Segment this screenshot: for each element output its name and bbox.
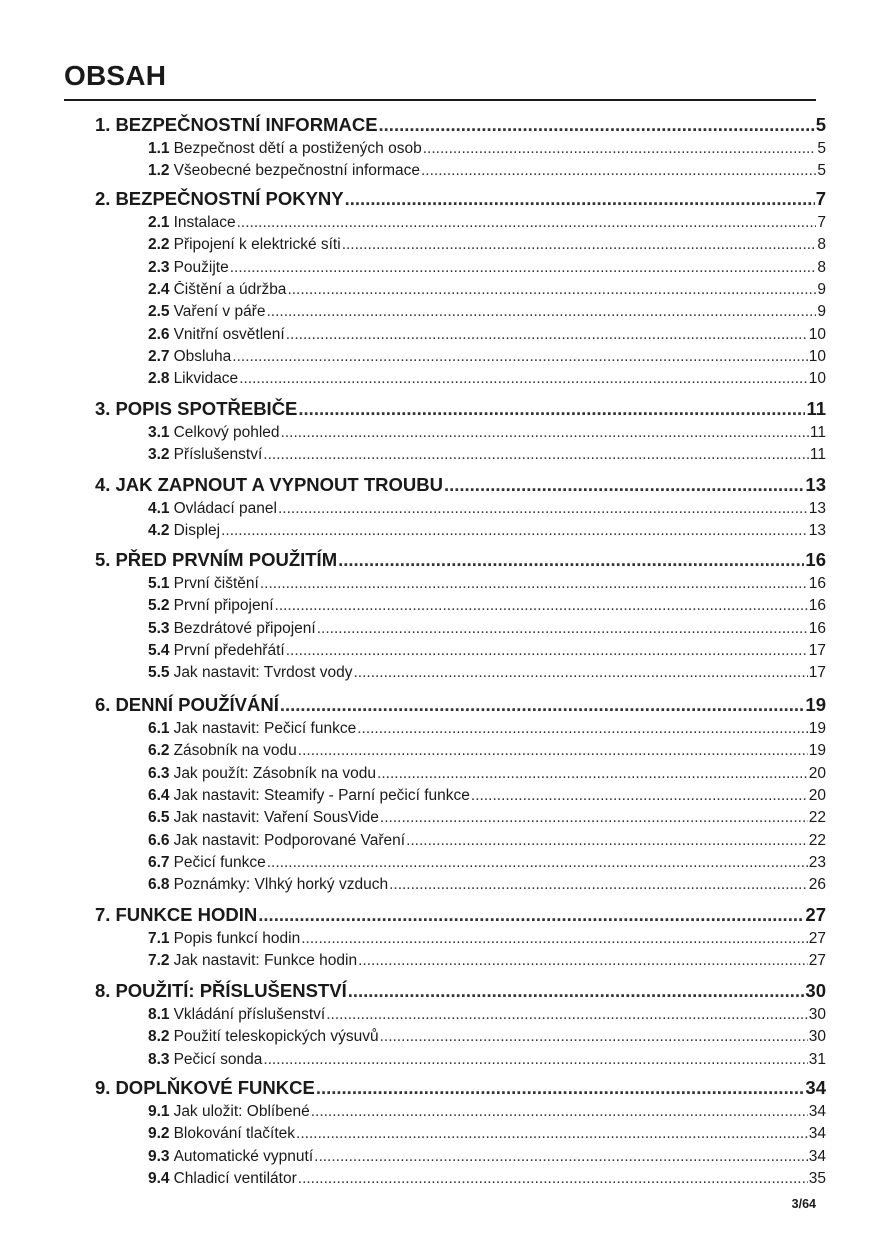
toc-item-number: 6.8 (148, 876, 170, 894)
toc-item-number: 5.3 (148, 619, 170, 637)
toc-item-2-7[interactable] (148, 348, 826, 368)
toc-item-3-1[interactable] (148, 424, 826, 444)
toc-item-page: 27 (808, 930, 826, 947)
toc-item-page: 22 (808, 809, 826, 827)
toc-leader-dots (280, 694, 805, 716)
toc-leader-dots (278, 500, 808, 518)
toc-section-number: 1. (95, 114, 111, 135)
toc-leader-dots (232, 348, 807, 366)
toc-item-page: 16 (808, 597, 826, 615)
toc-item-page: 22 (808, 831, 826, 849)
toc-item-page: 19 (808, 720, 826, 737)
toc-item-1-1[interactable] (148, 140, 826, 160)
toc-item-number: 7.2 (148, 952, 170, 970)
toc-item-number: 6.1 (148, 720, 170, 737)
toc-item-6-4[interactable] (148, 787, 826, 807)
toc-item-number: 6.6 (148, 831, 170, 849)
toc-leader-dots (377, 765, 808, 783)
toc-item-6-3[interactable] (148, 765, 826, 785)
toc-section-title: DENNÍ POUŽÍVÁNÍ (115, 694, 279, 715)
toc-item-5-2[interactable] (148, 597, 826, 617)
toc-item-2-6[interactable] (148, 326, 826, 346)
toc-item-number: 2.6 (148, 325, 170, 343)
toc-item-title: Pečicí funkce (173, 853, 266, 871)
toc-item-page: 5 (817, 140, 826, 157)
toc-item-3-2[interactable] (148, 446, 826, 466)
toc-item-title: Jak nastavit: Tvrdost vody (173, 664, 353, 682)
toc-section-3[interactable] (95, 398, 826, 422)
toc-item-title: Ovládací panel (173, 500, 277, 517)
toc-item-page: 10 (808, 325, 826, 343)
toc-item-number: 6.7 (148, 853, 170, 871)
toc-item-1-2[interactable] (148, 162, 826, 182)
toc-item-8-3[interactable] (148, 1051, 826, 1071)
toc-leader-dots (267, 854, 808, 872)
toc-item-number: 6.2 (148, 742, 170, 760)
toc-item-page: 31 (808, 1050, 826, 1068)
toc-item-7-1[interactable] (148, 930, 826, 950)
toc-leader-dots (275, 597, 808, 615)
toc-section-page: 19 (805, 694, 826, 715)
toc-leader-dots (326, 1006, 808, 1024)
toc-item-number: 2.7 (148, 347, 170, 365)
toc-item-page: 19 (808, 742, 826, 760)
toc-section-page: 11 (806, 398, 826, 419)
toc-item-page: 34 (808, 1147, 826, 1165)
toc-leader-dots (263, 1051, 807, 1069)
toc-item-title: První čištění (173, 575, 259, 592)
toc-leader-dots (286, 642, 808, 660)
toc-section-4[interactable] (95, 474, 826, 498)
toc-item-page: 11 (809, 446, 826, 464)
toc-leader-dots (380, 809, 808, 827)
toc-section-8[interactable] (95, 980, 826, 1004)
toc-section-number: 3. (95, 398, 111, 419)
toc-item-page: 13 (808, 522, 826, 540)
toc-section-6[interactable] (95, 694, 826, 718)
toc-item-title: Bezpečnost dětí a postižených osob (173, 140, 422, 157)
toc-item-page: 17 (808, 641, 826, 659)
toc-item-number: 7.1 (148, 930, 170, 947)
toc-leader-dots (301, 930, 808, 948)
toc-item-page: 20 (808, 786, 826, 804)
toc-item-page: 34 (808, 1103, 826, 1120)
toc-leader-dots (345, 188, 815, 210)
toc-section-page: 27 (805, 904, 826, 925)
toc-item-2-4[interactable] (148, 281, 826, 301)
toc-leader-dots (406, 832, 808, 850)
toc-item-page: 34 (808, 1125, 826, 1143)
toc-item-5-1[interactable] (148, 575, 826, 595)
toc-leader-dots (266, 303, 816, 321)
toc-item-number: 2.3 (148, 258, 170, 276)
toc-section-number: 4. (95, 474, 111, 495)
toc-item-title: Jak nastavit: Funkce hodin (173, 952, 358, 970)
toc-leader-dots (338, 549, 804, 571)
toc-item-8-2[interactable] (148, 1028, 826, 1048)
toc-section-title: DOPLŇKOVÉ FUNKCE (115, 1077, 315, 1098)
toc-item-page: 16 (808, 575, 826, 592)
toc-item-number: 9.2 (148, 1125, 170, 1143)
toc-leader-dots (358, 952, 808, 970)
toc-item-page: 8 (817, 236, 826, 254)
toc-leader-dots (357, 720, 808, 738)
toc-item-2-5[interactable] (148, 303, 826, 323)
toc-leader-dots (298, 742, 808, 760)
toc-leader-dots (444, 474, 804, 496)
toc-item-title: Jak nastavit: Vaření SousVide (173, 809, 379, 827)
toc-item-title: Všeobecné bezpečnostní informace (173, 162, 420, 180)
toc-item-number: 5.4 (148, 641, 170, 659)
toc-item-title: Automatické vypnutí (173, 1147, 314, 1165)
toc-leader-dots (298, 398, 805, 420)
toc-item-title: Celkový pohled (173, 424, 280, 441)
toc-leader-dots (317, 620, 808, 638)
toc-item-6-5[interactable] (148, 809, 826, 829)
toc-item-9-2[interactable] (148, 1125, 826, 1145)
toc-item-number: 5.5 (148, 664, 170, 682)
toc-item-title: Obsluha (173, 347, 232, 365)
toc-item-title: Jak nastavit: Pečicí funkce (173, 720, 357, 737)
toc-section-number: 8. (95, 980, 111, 1001)
toc-item-5-5[interactable] (148, 664, 826, 684)
toc-item-6-8[interactable] (148, 876, 826, 896)
toc-item-2-1[interactable] (148, 214, 826, 234)
toc-item-title: Zásobník na vodu (173, 742, 297, 760)
toc-item-page: 26 (808, 876, 826, 894)
toc-item-number: 3.1 (148, 424, 170, 441)
toc-item-title: Jak nastavit: Steamify - Parní pečicí funkce (173, 786, 470, 804)
toc-item-number: 8.3 (148, 1050, 170, 1068)
page-number: 3/64 (791, 1197, 816, 1211)
toc-section-title: PŘED PRVNÍM POUŽITÍM (115, 549, 338, 570)
toc-item-page: 17 (808, 664, 826, 682)
toc-section-2[interactable] (95, 188, 826, 212)
toc-item-number: 5.1 (148, 575, 170, 592)
toc-item-8-1[interactable] (148, 1006, 826, 1026)
toc-item-page: 16 (808, 619, 826, 637)
toc-leader-dots (287, 281, 816, 299)
toc-item-number: 8.2 (148, 1028, 170, 1046)
toc-item-2-2[interactable] (148, 236, 826, 256)
toc-leader-dots (239, 370, 808, 388)
toc-item-page: 27 (808, 952, 826, 970)
toc-item-number: 1.1 (148, 140, 170, 157)
toc-leader-dots (471, 787, 808, 805)
toc-item-number: 8.1 (148, 1006, 170, 1023)
toc-item-number: 2.2 (148, 236, 170, 254)
toc-item-title: Displej (173, 522, 221, 540)
toc-leader-dots (348, 980, 805, 1002)
toc-item-9-3[interactable] (148, 1148, 826, 1168)
toc-leader-dots (258, 904, 804, 926)
toc-leader-dots (314, 1148, 808, 1166)
toc-leader-dots (342, 236, 817, 254)
toc-item-title: První připojení (173, 597, 274, 615)
toc-item-page: 9 (817, 303, 826, 321)
toc-item-title: Vaření v páře (173, 303, 266, 321)
toc-item-page: 10 (808, 347, 826, 365)
toc-item-7-2[interactable] (148, 952, 826, 972)
toc-item-number: 2.8 (148, 370, 170, 388)
toc-item-title: Příslušenství (173, 446, 263, 464)
toc-item-6-1[interactable] (148, 720, 826, 740)
toc-section-number: 9. (95, 1077, 111, 1098)
toc-item-title: Vkládání příslušenství (173, 1006, 326, 1023)
toc-item-6-2[interactable] (148, 742, 826, 762)
toc-leader-dots (379, 114, 815, 136)
toc-item-number: 9.3 (148, 1147, 170, 1165)
toc-section-number: 5. (95, 549, 111, 570)
toc-item-number: 6.4 (148, 786, 170, 804)
toc-leader-dots (353, 664, 807, 682)
toc-item-title: Bezdrátové připojení (173, 619, 316, 637)
toc-leader-dots (296, 1125, 808, 1143)
toc-section-page: 7 (815, 188, 826, 209)
toc-item-4-1[interactable] (148, 500, 826, 520)
toc-item-title: První předehřátí (173, 641, 285, 659)
toc-item-5-4[interactable] (148, 642, 826, 662)
toc-leader-dots (281, 424, 809, 442)
toc-leader-dots (260, 575, 808, 593)
toc-item-number: 4.1 (148, 500, 170, 517)
toc-section-page: 5 (815, 114, 826, 135)
toc-item-page: 10 (808, 370, 826, 388)
toc-section-5[interactable] (95, 549, 826, 573)
toc-leader-dots (237, 214, 817, 232)
toc-section-page: 30 (805, 980, 826, 1001)
toc-item-page: 5 (817, 162, 826, 180)
toc-leader-dots (316, 1077, 805, 1099)
toc-item-5-3[interactable] (148, 620, 826, 640)
toc-leader-dots (263, 446, 809, 464)
toc-section-page: 34 (805, 1077, 826, 1098)
toc-section-page: 13 (805, 474, 826, 495)
toc-leader-dots (421, 162, 816, 180)
toc-item-2-3[interactable] (148, 259, 826, 279)
toc-item-number: 6.3 (148, 764, 170, 782)
toc-item-title: Popis funkcí hodin (173, 930, 301, 947)
toc-section-title: BEZPEČNOSTNÍ POKYNY (115, 188, 344, 209)
toc-item-page: 35 (808, 1169, 826, 1187)
toc-item-page: 13 (808, 500, 826, 517)
toc-item-number: 9.1 (148, 1103, 170, 1120)
toc-section-number: 2. (95, 188, 111, 209)
toc-item-6-6[interactable] (148, 832, 826, 852)
toc-leader-dots (221, 522, 808, 540)
toc-item-page: 20 (808, 764, 826, 782)
toc-item-number: 4.2 (148, 522, 170, 540)
toc-section-number: 7. (95, 904, 111, 925)
toc-item-title: Použijte (173, 258, 229, 276)
toc-item-title: Jak nastavit: Podporované Vaření (173, 831, 406, 849)
toc-section-title: BEZPEČNOSTNÍ INFORMACE (115, 114, 378, 135)
toc-item-title: Likvidace (173, 370, 239, 388)
toc-item-page: 9 (817, 280, 826, 298)
toc-item-page: 11 (809, 424, 826, 441)
toc-section-title: POUŽITÍ: PŘÍSLUŠENSTVÍ (115, 980, 347, 1001)
toc-section-title: POPIS SPOTŘEBIČE (115, 398, 298, 419)
toc-item-number: 2.1 (148, 214, 170, 231)
toc-section-page: 16 (805, 549, 826, 570)
toc-item-title: Jak uložit: Oblíbené (173, 1103, 310, 1120)
toc-item-number: 6.5 (148, 809, 170, 827)
toc-item-number: 2.4 (148, 280, 170, 298)
toc-item-number: 3.2 (148, 446, 170, 464)
toc-section-7[interactable] (95, 904, 826, 928)
toc-section-1[interactable] (95, 114, 826, 138)
toc-item-title: Poznámky: Vlhký horký vzduch (173, 876, 389, 894)
toc-item-number: 2.5 (148, 303, 170, 321)
toc-item-title: Připojení k elektrické síti (173, 236, 341, 254)
toc-item-9-4[interactable] (148, 1170, 826, 1190)
toc-section-title: JAK ZAPNOUT A VYPNOUT TROUBU (115, 474, 443, 495)
toc-item-page: 30 (808, 1006, 826, 1023)
toc-section-title: FUNKCE HODIN (115, 904, 258, 925)
toc-item-number: 1.2 (148, 162, 170, 180)
toc-item-title: Chladicí ventilátor (173, 1169, 297, 1187)
toc-leader-dots (423, 140, 817, 158)
toc-item-page: 8 (817, 258, 826, 276)
toc-leader-dots (230, 259, 817, 277)
toc-item-title: Blokování tlačítek (173, 1125, 296, 1143)
toc-item-page: 30 (808, 1028, 826, 1046)
toc-item-number: 9.4 (148, 1169, 170, 1187)
toc-item-2-8[interactable] (148, 370, 826, 390)
toc-item-title: Instalace (173, 214, 236, 231)
toc-section-number: 6. (95, 694, 111, 715)
toc-item-title: Čištění a údržba (173, 280, 287, 298)
toc-item-title: Pečicí sonda (173, 1050, 263, 1068)
toc-item-6-7[interactable] (148, 854, 826, 874)
toc-leader-dots (389, 876, 808, 894)
toc-item-title: Použití teleskopických výsuvů (173, 1028, 379, 1046)
toc-item-page: 7 (817, 214, 826, 231)
toc-item-9-1[interactable] (148, 1103, 826, 1123)
toc-item-4-2[interactable] (148, 522, 826, 542)
page-title: OBSAH (64, 60, 167, 91)
toc-leader-dots (380, 1028, 808, 1046)
toc-leader-dots (311, 1103, 808, 1121)
toc-item-title: Jak použít: Zásobník na vodu (173, 764, 377, 782)
toc-item-number: 5.2 (148, 597, 170, 615)
toc-leader-dots (286, 326, 808, 344)
toc-item-page: 23 (808, 853, 826, 871)
toc-item-title: Vnitřní osvětlení (173, 325, 285, 343)
toc-leader-dots (298, 1170, 808, 1188)
toc-section-9[interactable] (95, 1077, 826, 1101)
